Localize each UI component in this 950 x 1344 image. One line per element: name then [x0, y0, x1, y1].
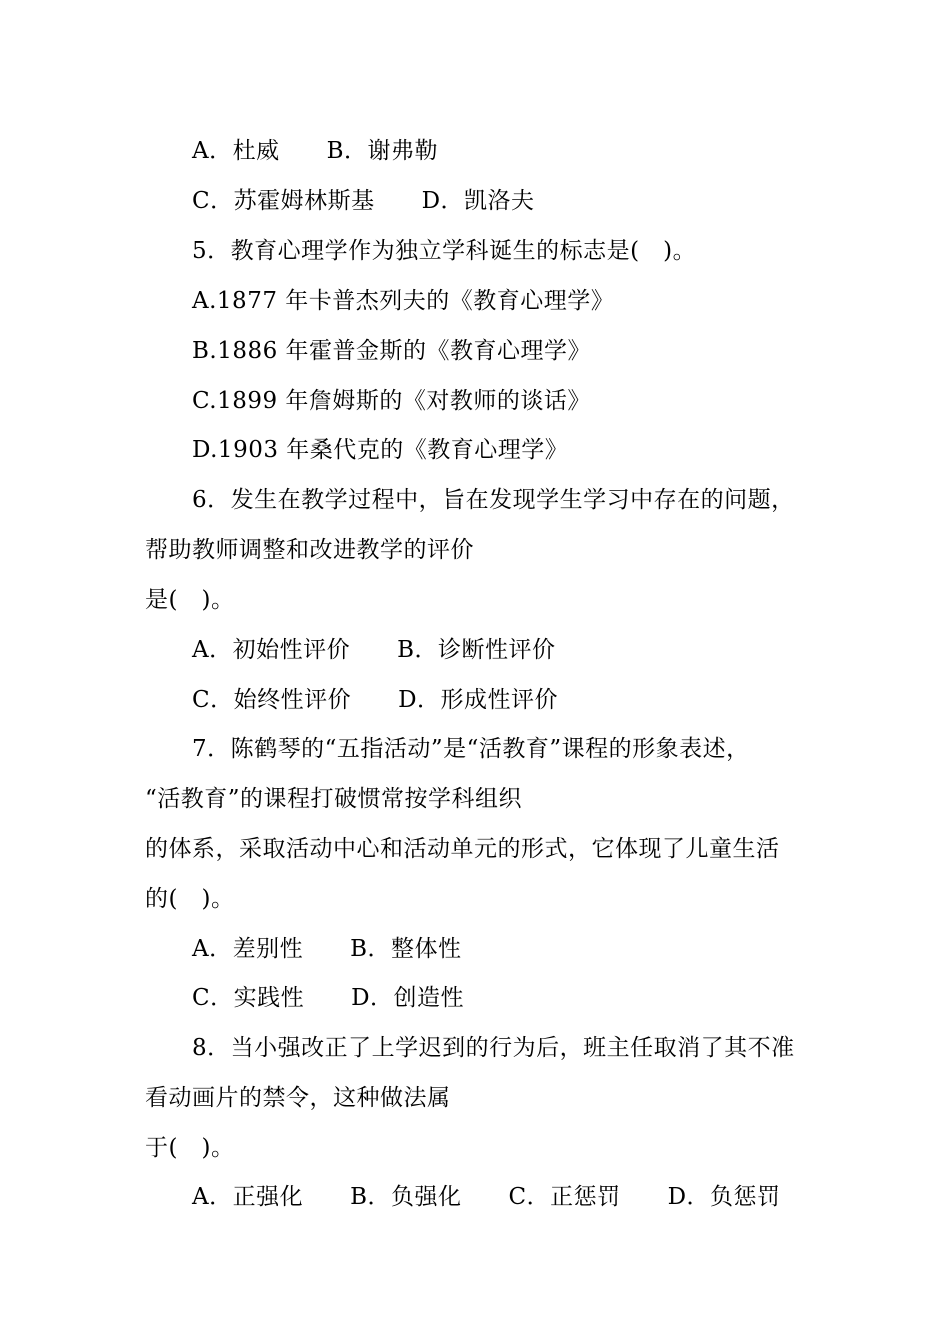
q7-stem-line1: 7．陈鹤琴的“五指活动”是“活教育”课程的形象表述， [192, 736, 750, 762]
q6-options-ab: A．初始性评价 B．诊断性评价 [192, 637, 556, 663]
q8-stem-line3: 于( )。 [145, 1135, 235, 1161]
q6-stem-line2: 帮助教师调整和改进教学的评价 [145, 537, 474, 563]
q5-option-b: B.1886 年霍普金斯的《教育心理学》 [192, 338, 592, 364]
q5-option-c: C.1899 年詹姆斯的《对教师的谈话》 [192, 388, 591, 414]
q5-option-d: D.1903 年桑代克的《教育心理学》 [192, 437, 569, 463]
q8-stem-line2: 看动画片的禁令，这种做法属 [145, 1085, 451, 1111]
q5-stem: 5．教育心理学作为独立学科诞生的标志是( )。 [192, 238, 697, 264]
q6-stem-line3: 是( )。 [145, 587, 235, 613]
q8-options: A．正强化 B．负强化 C．正惩罚 D．负惩罚 [192, 1184, 781, 1210]
q6-options-cd: C．始终性评价 D．形成性评价 [192, 687, 559, 713]
q7-options-cd: C．实践性 D．创造性 [192, 985, 465, 1011]
q7-stem-line2: “活教育”的课程打破惯常按学科组织 [145, 786, 523, 812]
q5-option-a: A.1877 年卡普杰列夫的《教育心理学》 [192, 288, 615, 314]
q4-options-ab: A．杜威 B．谢弗勒 [192, 138, 439, 164]
q4-options-cd: C．苏霍姆林斯基 D．凯洛夫 [192, 188, 535, 214]
q7-stem-line4: 的( )。 [145, 886, 235, 912]
q7-options-ab: A．差别性 B．整体性 [192, 936, 462, 962]
q6-stem-line1: 6．发生在教学过程中，旨在发现学生学习中存在的问题， [192, 487, 795, 513]
q8-stem-line1: 8．当小强改正了上学迟到的行为后，班主任取消了其不准 [192, 1035, 795, 1061]
q7-stem-line3: 的体系，采取活动中心和活动单元的形式，它体现了儿童生活 [145, 836, 780, 862]
